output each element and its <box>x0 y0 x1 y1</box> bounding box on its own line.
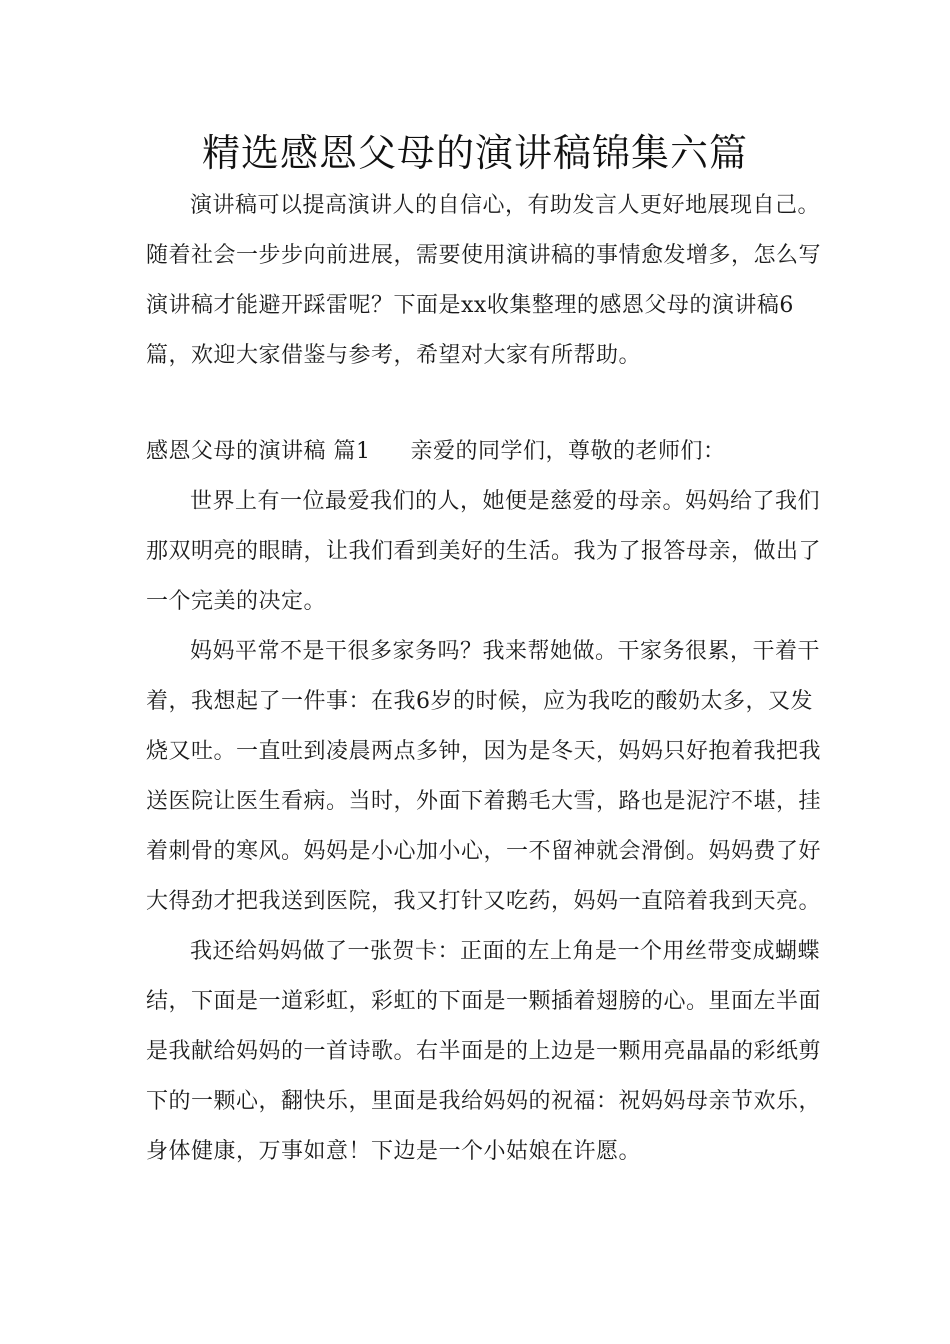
speech-body <box>146 477 826 1177</box>
section-heading-line <box>146 427 826 477</box>
body-paragraph: 妈妈平常不是干很多家务吗？我来帮她做。干家务很累，干着干着，我想起了一件事：在我6岁的时候，应为我吃的酸奶太多，又发烧又吐。一直吐到凌晨两点多钟，因为是冬天，妈妈只好抱着我把我送医院让医生看病。当时，外面下着鹅毛大雪，路也是泥泞不堪，挂着刺骨的寒风。妈妈是小心加小心，一不留神就会滑倒。妈妈费了好大得劲才把我送到医院，我又打针又吃药，妈妈一直陪着我到天亮。 <box>146 639 822 914</box>
intro-paragraph: 演讲稿可以提高演讲人的自信心，有助发言人更好地展现自己。随着社会一步步向前进展，需要使用演讲稿的事情愈发增多，怎么写演讲稿才能避开踩雷呢？下面是xx收集整理的感恩父母的演讲稿6篇，欢迎大家借鉴与参考，希望对大家有所帮助。 <box>146 193 822 368</box>
intro-block <box>146 181 826 381</box>
body-paragraph: 世界上有一位最爱我们的人，她便是慈爱的母亲。妈妈给了我们那双明亮的眼睛，让我们看到美好的生活。我为了报答母亲，做出了一个完美的决定。 <box>146 489 822 614</box>
document-title: 精选感恩父母的演讲稿锦集六篇 <box>201 131 748 175</box>
body-paragraph: 我还给妈妈做了一张贺卡：正面的左上角是一个用丝带变成蝴蝶结，下面是一道彩虹，彩虹的下面是一颗插着翅膀的心。里面左半面是我献给妈妈的一首诗歌。右半面是的上边是一颗用亮晶晶的彩纸剪下的一颗心，翻快乐，里面是我给妈妈的祝福：祝妈妈母亲节欢乐，身体健康，万事如意！下边是一个小姑娘在许愿。 <box>146 939 822 1164</box>
greeting: 亲爱的同学们，尊敬的老师们： <box>410 439 726 464</box>
section-heading: 感恩父母的演讲稿 篇1 <box>146 439 371 464</box>
